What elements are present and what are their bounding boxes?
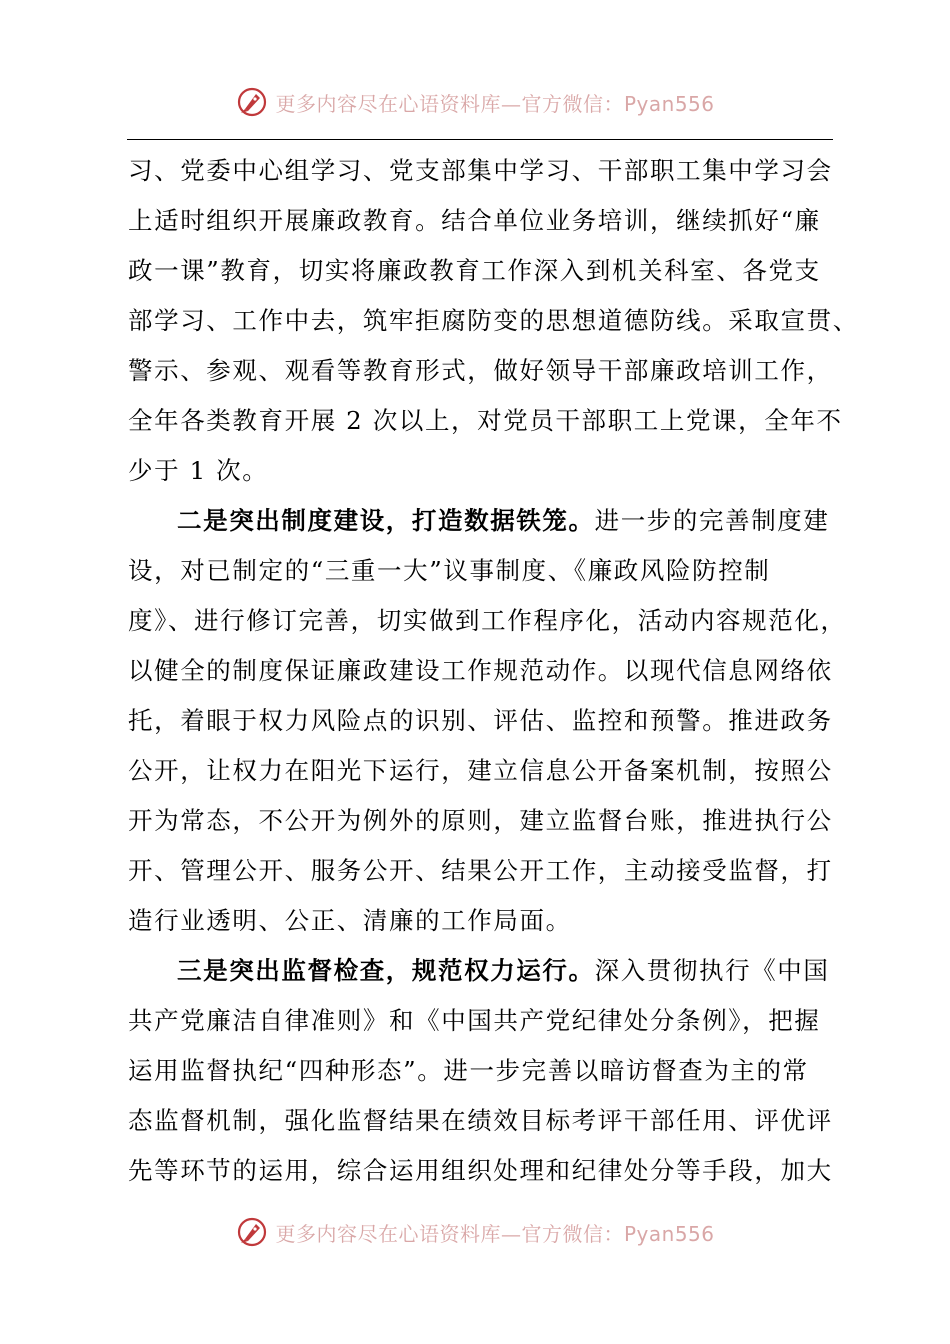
- text-line: 公开，让权力在阳光下运行，建立信息公开备案机制，按照公: [128, 756, 833, 785]
- footer-banner-label: 更多内容尽在心语资料库—官方微信：: [275, 1221, 624, 1246]
- footer-banner: [0, 1212, 950, 1252]
- section-heading: 三是突出监督检查，规范权力运行。: [177, 956, 595, 985]
- text-line: 全年各类教育开展 2 次以上，对党员干部职工上党课，全年不: [128, 406, 843, 435]
- text-line: 部学习、工作中去，筑牢拒腐防变的思想道德防线。采取宣贯、: [128, 306, 859, 335]
- text-line: 上适时组织开展廉政教育。结合单位业务培训，继续抓好“廉: [128, 206, 821, 235]
- text-line: 共产党廉洁自律准则》和《中国共产党纪律处分条例》，把握: [128, 1006, 821, 1035]
- text-line: 运用监督执纪“四种形态”。进一步完善以暗访督查为主的常: [128, 1056, 809, 1085]
- text-line: 先等环节的运用，综合运用组织处理和纪律处分等手段，加大: [128, 1156, 833, 1185]
- header-rule: [127, 139, 833, 140]
- header-banner-label: 更多内容尽在心语资料库—官方微信：: [275, 91, 624, 116]
- document-body: [128, 146, 859, 1196]
- pen-nib-icon: [235, 1215, 269, 1249]
- text-line: 度》、进行修订完善，切实做到工作程序化，活动内容规范化，: [128, 606, 847, 635]
- text-line: 态监督机制，强化监督结果在绩效目标考评干部任用、评优评: [128, 1106, 833, 1135]
- footer-banner-code: Pyan556: [623, 1221, 715, 1246]
- header-banner-text: [275, 88, 714, 117]
- text-line: 设，对已制定的“三重一大”议事制度、《廉政风险防控制: [128, 556, 771, 585]
- text-line: 习、党委中心组学习、党支部集中学习、干部职工集中学习会: [128, 156, 833, 185]
- text-line: 少于 1 次。: [128, 456, 269, 485]
- text-line: 开、管理公开、服务公开、结果公开工作，主动接受监督，打: [128, 856, 833, 885]
- header-banner-code: Pyan556: [623, 91, 715, 116]
- text-line: 警示、参观、观看等教育形式，做好领导干部廉政培训工作，: [128, 356, 833, 385]
- footer-banner-text: [275, 1218, 714, 1247]
- header-banner: [0, 82, 950, 122]
- pen-nib-icon: [235, 85, 269, 119]
- text-line: 政一课”教育，切实将廉政教育工作深入到机关科室、各党支: [128, 256, 821, 285]
- section-heading-line: 二是突出制度建设，打造数据铁笼。进一步的完善制度建: [177, 506, 830, 535]
- section-heading: 二是突出制度建设，打造数据铁笼。: [177, 506, 595, 535]
- text-line: 托，着眼于权力风险点的识别、评估、监控和预警。推进政务: [128, 706, 833, 735]
- text-line: 以健全的制度保证廉政建设工作规范动作。以现代信息网络依: [128, 656, 833, 685]
- text-line: 开为常态，不公开为例外的原则，建立监督台账，推进执行公: [128, 806, 833, 835]
- section-heading-line: 三是突出监督检查，规范权力运行。深入贯彻执行《中国: [177, 956, 830, 985]
- text-line: 造行业透明、公正、清廉的工作局面。: [128, 906, 572, 935]
